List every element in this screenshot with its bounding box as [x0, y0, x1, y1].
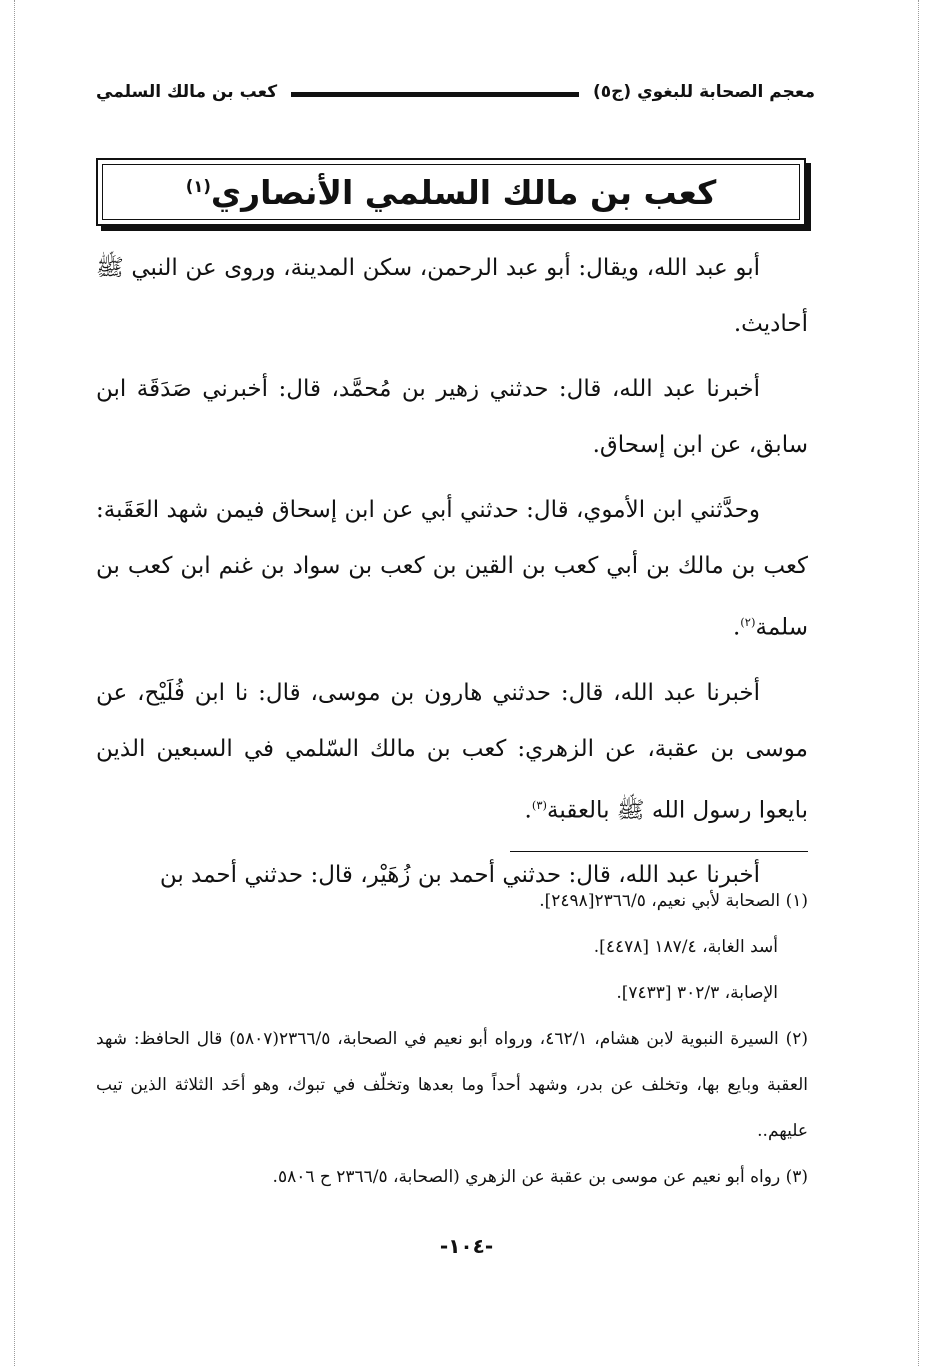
note-ref-2: (٢) — [740, 615, 756, 629]
paragraph-2: أخبرنا عبد الله، قال: حدثني زهير بن مُحمَّد، قال: أخبرني صَدَقَة ابن سابق، عن ابن إسحاق. — [96, 376, 808, 458]
footnote-1-source-2: أسد الغابة، ١٨٧/٤ [٤٤٧٨]. — [593, 937, 778, 957]
running-header — [96, 76, 815, 108]
page-number: -١٠٤- — [439, 1234, 494, 1258]
paragraph-3: وحدَّثني ابن الأموي، قال: حدثني أبي عن ابن إسحاق فيمن شهد العَقَبة: كعب بن مالك بن أبي كعب بن القين بن كعب بن سواد بن غنم ابن كعب بن سلمة$^{(٢)}$. — [96, 497, 808, 641]
footnote-number: (٣) — [785, 1167, 808, 1187]
running-header-section: كعب بن مالك السلمي — [96, 82, 278, 102]
paragraph-1: أبو عبد الله، ويقال: أبو عبد الرحمن، سكن المدينة، وروى عن النبي ﷺ أحاديث. — [96, 255, 808, 337]
entry-title: كعب بن مالك السلمي الأنصاري$^{(١)}$ — [185, 172, 717, 212]
running-header-book-title: معجم الصحابة للبغوي (ج٥) — [592, 82, 815, 102]
footnotes — [96, 878, 808, 1200]
main-text — [96, 240, 808, 912]
entry-title-frame — [96, 158, 806, 226]
paragraph-5: أخبرنا عبد الله، قال: حدثني أحمد بن زُهَيْر، قال: حدثني أحمد بن — [159, 862, 760, 889]
footnote-1: (١) الصحابة لأبي نعيم، ٢٣٦٦/٥[٢٤٩٨]. — [539, 891, 808, 911]
footnote-number: (٢) — [785, 1029, 809, 1049]
paragraph-4: أخبرنا عبد الله، قال: حدثني هارون بن موسى، قال: نا ابن فُلَيْح، عن موسى بن عقبة، عن الزهري: كعب بن مالك السّلمي في السبعين الذين بايعوا رسول الله ﷺ بالعقبة$^{(٣)}$. — [96, 679, 808, 824]
note-ref-3: (٣) — [531, 797, 548, 812]
entry-title-note: (١) — [185, 176, 211, 196]
footnote-separator — [510, 851, 808, 852]
running-header-rule — [291, 92, 579, 97]
footnote-3: (٣) رواه أبو نعيم عن موسى بن عقبة عن الزهري (الصحابة، ٢٣٦٦/٥ ح ٥٨٠٦. — [272, 1167, 808, 1187]
footnote-2: (٢) السيرة النبوية لابن هشام، ٤٦٢/١، ورواه أبو نعيم في الصحابة، ٢٣٦٦/٥(٥٨٠٧) قال الحافظ: شهد العقبة وبايع بها، وتخلف عن بدر، وشهد أحداً وما بعدها وتخلّف في تبوك، وهو أحَد الثلاثة الذين تيب عليهم.. — [96, 1029, 809, 1141]
footnote-number: (١) — [785, 891, 808, 911]
footnote-1-source-3: الإصابة، ٣٠٢/٣ [٧٤٣٣]. — [616, 983, 778, 1003]
